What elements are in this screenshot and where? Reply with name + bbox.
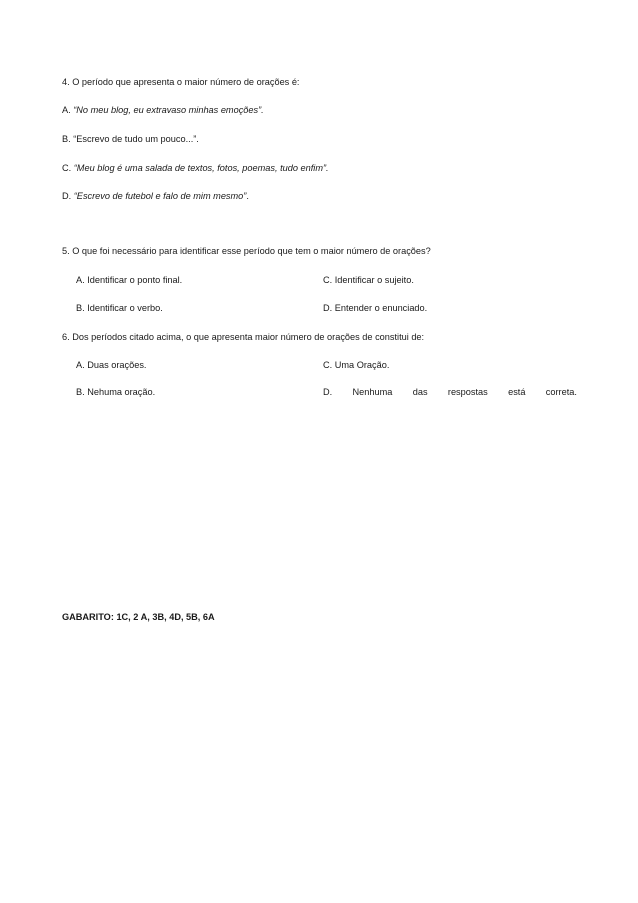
option-d-word: correta. — [545, 387, 577, 397]
question-6: 6. Dos períodos citado acima, o que apresenta maior número de orações de constitui de: — [62, 332, 425, 342]
question-5: 5. O que foi necessário para identificar esse período que tem o maior número de orações? — [62, 246, 431, 256]
option-a-text: “No meu blog, eu extravaso minhas emoções”. — [73, 105, 264, 115]
question-4-option-a — [62, 104, 264, 116]
question-5-option-a: A. Identificar o ponto final. — [76, 275, 183, 285]
question-5-option-b: B. Identificar o verbo. — [76, 303, 163, 313]
option-d-word: D. — [323, 387, 333, 397]
option-c-text: “Meu blog é uma salada de textos, fotos, poemas, tudo enfim”. — [73, 163, 329, 173]
option-d-word: das — [412, 387, 428, 397]
question-4-option-b: B. “Escrevo de tudo um pouco...”. — [62, 134, 199, 144]
question-6-option-a: A. Duas orações. — [76, 360, 147, 370]
option-d-suffix: . — [246, 191, 249, 201]
question-4-option-d — [62, 190, 249, 202]
question-6-option-b: B. Nehuma oração. — [76, 387, 156, 397]
option-d-prefix: D. — [62, 191, 74, 201]
option-d-word: está — [508, 387, 526, 397]
option-d-text: “Escrevo de futebol e falo de mim mesmo” — [73, 191, 247, 201]
option-d-word: respostas — [447, 387, 488, 397]
option-d-word: Nenhuma — [352, 387, 393, 397]
question-5-option-d: D. Entender o enunciado. — [323, 303, 428, 313]
question-4: 4. O período que apresenta o maior número de orações é: — [62, 77, 300, 87]
option-c-prefix: C. — [62, 163, 74, 173]
question-4-option-c — [62, 162, 329, 174]
question-6-option-c: C. Uma Oração. — [323, 360, 390, 370]
answer-key: GABARITO: 1C, 2 A, 3B, 4D, 5B, 6A — [62, 612, 215, 622]
question-6-option-d — [323, 386, 577, 398]
question-5-option-c: C. Identificar o sujeito. — [323, 275, 414, 285]
option-a-prefix: A. — [62, 105, 74, 115]
